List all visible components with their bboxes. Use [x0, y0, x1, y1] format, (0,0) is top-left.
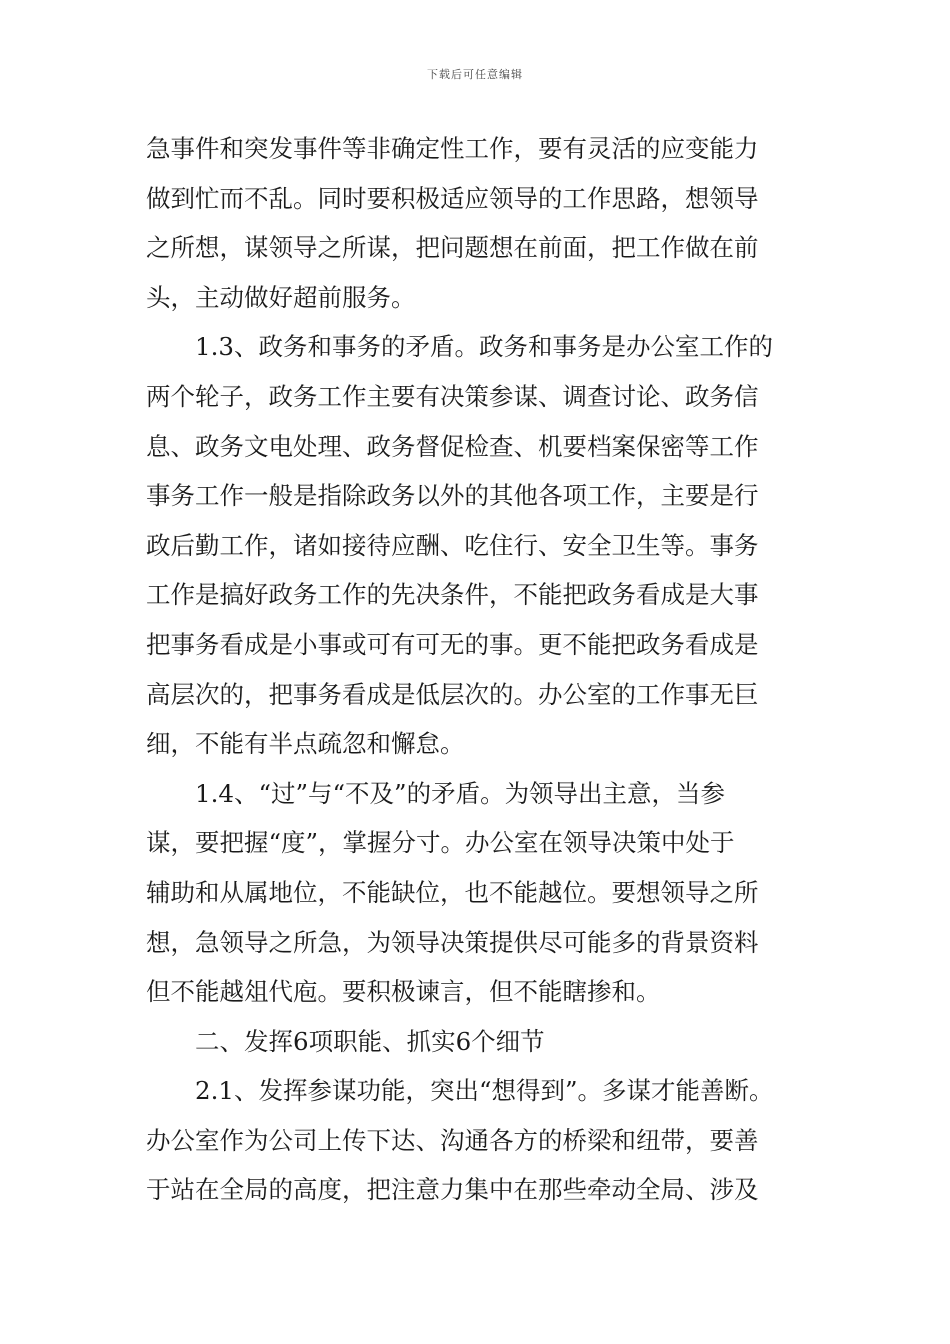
text-line: 于站在全局的高度，把注意力集中在那些牵动全局、涉及	[146, 1175, 759, 1205]
text-line: 急事件和突发事件等非确定性工作，要有灵活的应变能力	[146, 134, 759, 163]
text-line: 做到忙而不乱。同时要积极适应领导的工作思路，想领导	[146, 183, 759, 213]
text-line: 政后勤工作，诸如接待应酬、吃住行、安全卫生等。事务	[146, 530, 759, 560]
section-heading: 二、发挥6项职能、抓实6个细节	[146, 1026, 545, 1056]
text-line: 把事务看成是小事或可有可无的事。更不能把政务看成是	[146, 629, 759, 659]
text-line: 办公室作为公司上传下达、沟通各方的桥梁和纽带，要善	[146, 1125, 759, 1155]
text-line: 辅助和从属地位，不能缺位，也不能越位。要想领导之所	[146, 877, 759, 907]
text-line: 细，不能有半点疏忽和懈怠。	[146, 729, 465, 759]
text-line: 想，急领导之所急，为领导决策提供尽可能多的背景资料	[146, 927, 759, 957]
text-line: 两个轮子，政务工作主要有决策参谋、调查讨论、政务信	[146, 381, 759, 411]
text-line: 2.1、发挥参谋功能，突出“想得到”。多谋才能善断。	[146, 1076, 774, 1106]
text-line: 头，主动做好超前服务。	[146, 282, 416, 312]
text-line: 息、政务文电处理、政务督促检查、机要档案保密等工作	[146, 431, 759, 461]
text-line: 之所想，谋领导之所谋，把问题想在前面，把工作做在前	[146, 233, 759, 263]
text-line: 事务工作一般是指除政务以外的其他各项工作，主要是行	[146, 481, 759, 511]
text-line: 工作是搞好政务工作的先决条件，不能把政务看成是大事	[146, 580, 759, 610]
document-body	[146, 124, 816, 1215]
text-line: 谋，要把握“度”，掌握分寸。办公室在领导决策中处于	[146, 828, 735, 858]
page-header: 下载后可任意编辑	[427, 68, 523, 81]
text-line: 1.3、政务和事务的矛盾。政务和事务是办公室工作的	[146, 332, 773, 362]
text-line: 但不能越俎代庖。要积极谏言，但不能瞎掺和。	[146, 977, 661, 1007]
text-line: 高层次的，把事务看成是低层次的。办公室的工作事无巨	[146, 679, 759, 709]
text-line: 1.4、“过”与“不及”的矛盾。为领导出主意，当参	[146, 778, 726, 808]
